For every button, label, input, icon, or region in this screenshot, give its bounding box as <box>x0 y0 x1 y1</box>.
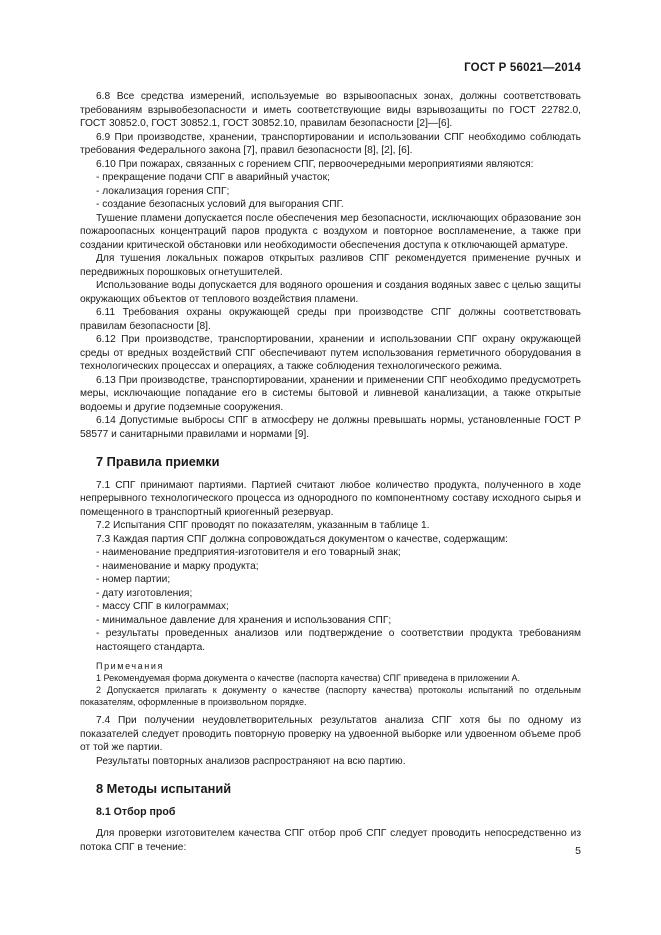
list-item: - номер партии; <box>96 574 171 585</box>
paragraph-7-1: 7.1 СПГ принимают партиями. Партией считают любое количество продукта, полученного в ходе непрерывного технологического процесса из однородного по компонентному составу исходного сырья и помещенного в транспортный криогенный резервуар. <box>80 479 581 518</box>
note-2: 2 Допускается прилагать к документу о качестве (паспорту качества) протоколы испытаний по отдельным показателям, оформленные в произвольном порядке. <box>80 685 581 707</box>
list-item: - дату изготовления; <box>96 587 193 599</box>
paragraph-7-2: 7.2 Испытания СПГ проводят по показателям, указанным в таблице 1. <box>96 520 430 531</box>
list-item: - результаты проведенных анализов или подтверждение о соответствии продукта требованиям настоящего стандарта. <box>96 628 581 653</box>
list-item: - наименование и марку продукта; <box>96 560 259 572</box>
list-item: - наименование предприятия-изготовителя и его товарный знак; <box>96 547 401 558</box>
paragraph-6-8: 6.8 Все средства измерений, используемые во взрывоопасных зонах, должны соответствовать требованиям взрывобезопасности и иметь соответствующие виды взрывозащиты по ГОСТ 22782.0, ГОСТ 30852.0, ГОСТ 30852.1, ГОСТ 30852.10, правилам безопасности [2]—[6]. <box>80 91 581 129</box>
note-1: 1 Рекомендуемая форма документа о качестве (паспорта качества) СПГ приведена в приложении А. <box>96 673 520 683</box>
paragraph: Для проверки изготовителем качества СПГ отбор проб СПГ следует проводить непосредственно из потока СПГ в течение: <box>80 828 581 853</box>
list-item: - создание безопасных условий для выгорания СПГ. <box>96 199 344 210</box>
paragraph-6-11: 6.11 Требования охраны окружающей среды при производстве СПГ должны соответствовать правилам безопасности [8]. <box>80 307 581 332</box>
subsection-8-1-heading: 8.1 Отбор проб <box>96 805 176 818</box>
paragraph: Тушение пламени допускается после обеспечения мер безопасности, исключающих образование зон пожароопасных концентраций паров продукта с воздухом и повторное воспламенение, а также при создании критической обстановки или необходимости обеспечения доступа к отключающей арматуре. <box>80 212 581 251</box>
page-body <box>80 90 581 854</box>
paragraph: Использование воды допускается для водяного орошения и создания водяных завес с целью защиты окружающих объектов от теплового воздействия пламени. <box>80 280 581 305</box>
list-item: - массу СПГ в килограммах; <box>96 601 229 612</box>
paragraph-6-13: 6.13 При производстве, транспортировании, хранении и применении СПГ необходимо предусмотреть меры, исключающие попадание его в системы бытовой и ливневой канализации, а также открытые водоемы и другие подземные сооружения. <box>80 374 581 413</box>
page-number: 5 <box>575 845 581 857</box>
list-item: - прекращение подачи СПГ в аварийный участок; <box>96 172 330 183</box>
paragraph: Для тушения локальных пожаров открытых разливов СПГ рекомендуется применение ручных и передвижных порошковых огнетушителей. <box>80 253 581 278</box>
section-7-heading: 7 Правила приемки <box>96 454 220 469</box>
notes-block <box>80 660 581 708</box>
notes-title: Примечания <box>96 661 164 671</box>
paragraph-6-9: 6.9 При производстве, хранении, транспортировании и использовании СПГ необходимо соблюдать требования Федерального закона [7], правил безопасности [8], [2], [6]. <box>80 131 581 156</box>
paragraph-6-14: 6.14 Допустимые выбросы СПГ в атмосферу не должны превышать нормы, установленные ГОСТ Р 58577 и санитарными правилами и нормами [9]. <box>80 415 581 440</box>
paragraph: Результаты повторных анализов распространяют на всю партию. <box>96 755 406 767</box>
paragraph-7-4: 7.4 При получении неудовлетворительных результатов анализа СПГ хотя бы по одному из показателей следует проводить повторную проверку на удвоенной выборке или удвоенном объеме проб от той же партии. <box>80 715 581 753</box>
section-8-heading: 8 Методы испытаний <box>96 781 232 796</box>
paragraph-6-10: 6.10 При пожарах, связанных с горением СПГ, первоочередными мероприятиями являются: <box>96 158 534 170</box>
list-item: - минимальное давление для хранения и использования СПГ; <box>96 614 392 626</box>
paragraph-7-3: 7.3 Каждая партия СПГ должна сопровождаться документом о качестве, содержащим: <box>96 533 508 545</box>
document-code-header: ГОСТ Р 56021—2014 <box>464 62 581 74</box>
paragraph-6-12: 6.12 При производстве, транспортировании, хранении и использовании СПГ охрану окружающей среды от вредных воздействий СПГ обеспечивают путем использования герметичного оборудования в технологических процессах и операциях, а также соблюдения технологического режима. <box>80 334 581 372</box>
list-item: - локализация горения СПГ; <box>96 185 230 197</box>
